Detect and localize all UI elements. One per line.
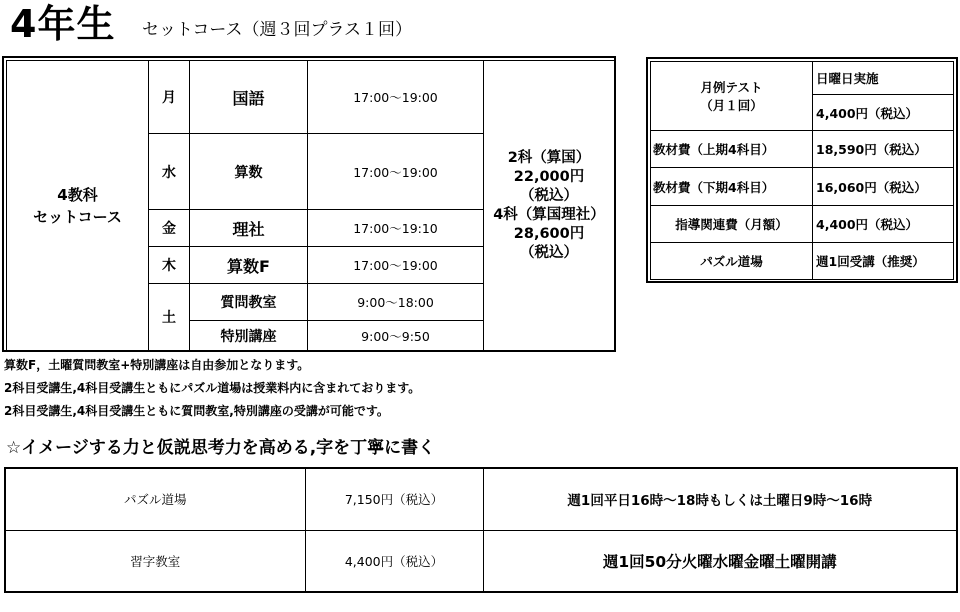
extra-price: 4,400円（税込）: [305, 530, 483, 592]
page-title: 4年生: [10, 2, 116, 46]
day-cell: 水: [149, 134, 190, 210]
note-text: 2科目受講生,4科目受講生ともに質問教室,特別講座の受講が可能です。: [4, 404, 389, 418]
extra-price: 7,150円（税込）: [305, 468, 483, 530]
fee-value: 4,400円（税込）: [813, 206, 954, 243]
monthly-test-label-line2: （月１回）: [700, 98, 763, 113]
extra-schedule: 週1回平日16時〜18時もしくは土曜日9時〜16時: [483, 468, 957, 530]
subject-cell: 算数F: [190, 247, 308, 284]
day-cell: 金: [149, 210, 190, 247]
time-cell: 17:00〜19:00: [308, 247, 484, 284]
time-cell: 17:00〜19:00: [308, 61, 484, 134]
course-name-line2: セットコース: [33, 207, 122, 226]
day-cell: 木: [149, 247, 190, 284]
subject-cell: 特別講座: [190, 321, 308, 351]
price-line: 22,000円: [513, 168, 585, 185]
fee-label: パズル道場: [651, 243, 813, 280]
extra-name: パズル道場: [5, 468, 305, 530]
note-text: 算数F，土曜質問教室+特別講座は自由参加となります。: [4, 358, 310, 372]
subject-cell: 国語: [190, 61, 308, 134]
day-cell: 土: [149, 284, 190, 351]
section-heading: ☆イメージする力と仮説思考力を高める,字を丁寧に書く: [6, 438, 436, 458]
price-line: 4科（算国理社）: [493, 206, 605, 223]
price-cell: [484, 61, 615, 351]
monthly-test-price: 4,400円（税込）: [813, 95, 954, 131]
subject-cell: 質問教室: [190, 284, 308, 321]
fee-label: 教材費（上期4科目）: [651, 131, 813, 168]
note-text: 2科目受講生,4科目受講生ともにパズル道場は授業料内に含まれております。: [4, 381, 421, 395]
price-line: （税込）: [520, 187, 578, 204]
course-name-cell: [7, 61, 149, 351]
fee-label: 指導関連費（月額）: [651, 206, 813, 243]
extras-table: [4, 467, 958, 593]
subject-cell: 算数: [190, 134, 308, 210]
time-cell: 17:00〜19:10: [308, 210, 484, 247]
fee-value: 18,590円（税込）: [813, 131, 954, 168]
time-cell: 9:00〜9:50: [308, 321, 484, 351]
price-line: 28,600円: [513, 225, 585, 242]
course-name-line1: 4教科: [57, 185, 98, 204]
fee-value: 16,060円（税込）: [813, 168, 954, 206]
page-subtitle: セットコース（週３回プラス１回）: [142, 20, 412, 40]
price-line: 2科（算国）: [507, 149, 591, 166]
time-cell: 17:00〜19:00: [308, 134, 484, 210]
monthly-test-label: [651, 62, 813, 131]
day-cell: 月: [149, 61, 190, 134]
time-cell: 9:00〜18:00: [308, 284, 484, 321]
extra-name: 習字教室: [5, 530, 305, 592]
monthly-test-label-line1: 月例テスト: [700, 80, 763, 95]
fee-label: 教材費（下期4科目）: [651, 168, 813, 206]
subject-cell: 理社: [190, 210, 308, 247]
monthly-test-day: 日曜日実施: [813, 62, 954, 95]
fee-value: 週1回受講（推奨）: [813, 243, 954, 280]
extra-schedule: 週1回50分火曜水曜金曜土曜開講: [483, 530, 957, 592]
fee-table: [646, 57, 958, 283]
price-line: （税込）: [520, 244, 578, 261]
schedule-table: [2, 56, 616, 352]
